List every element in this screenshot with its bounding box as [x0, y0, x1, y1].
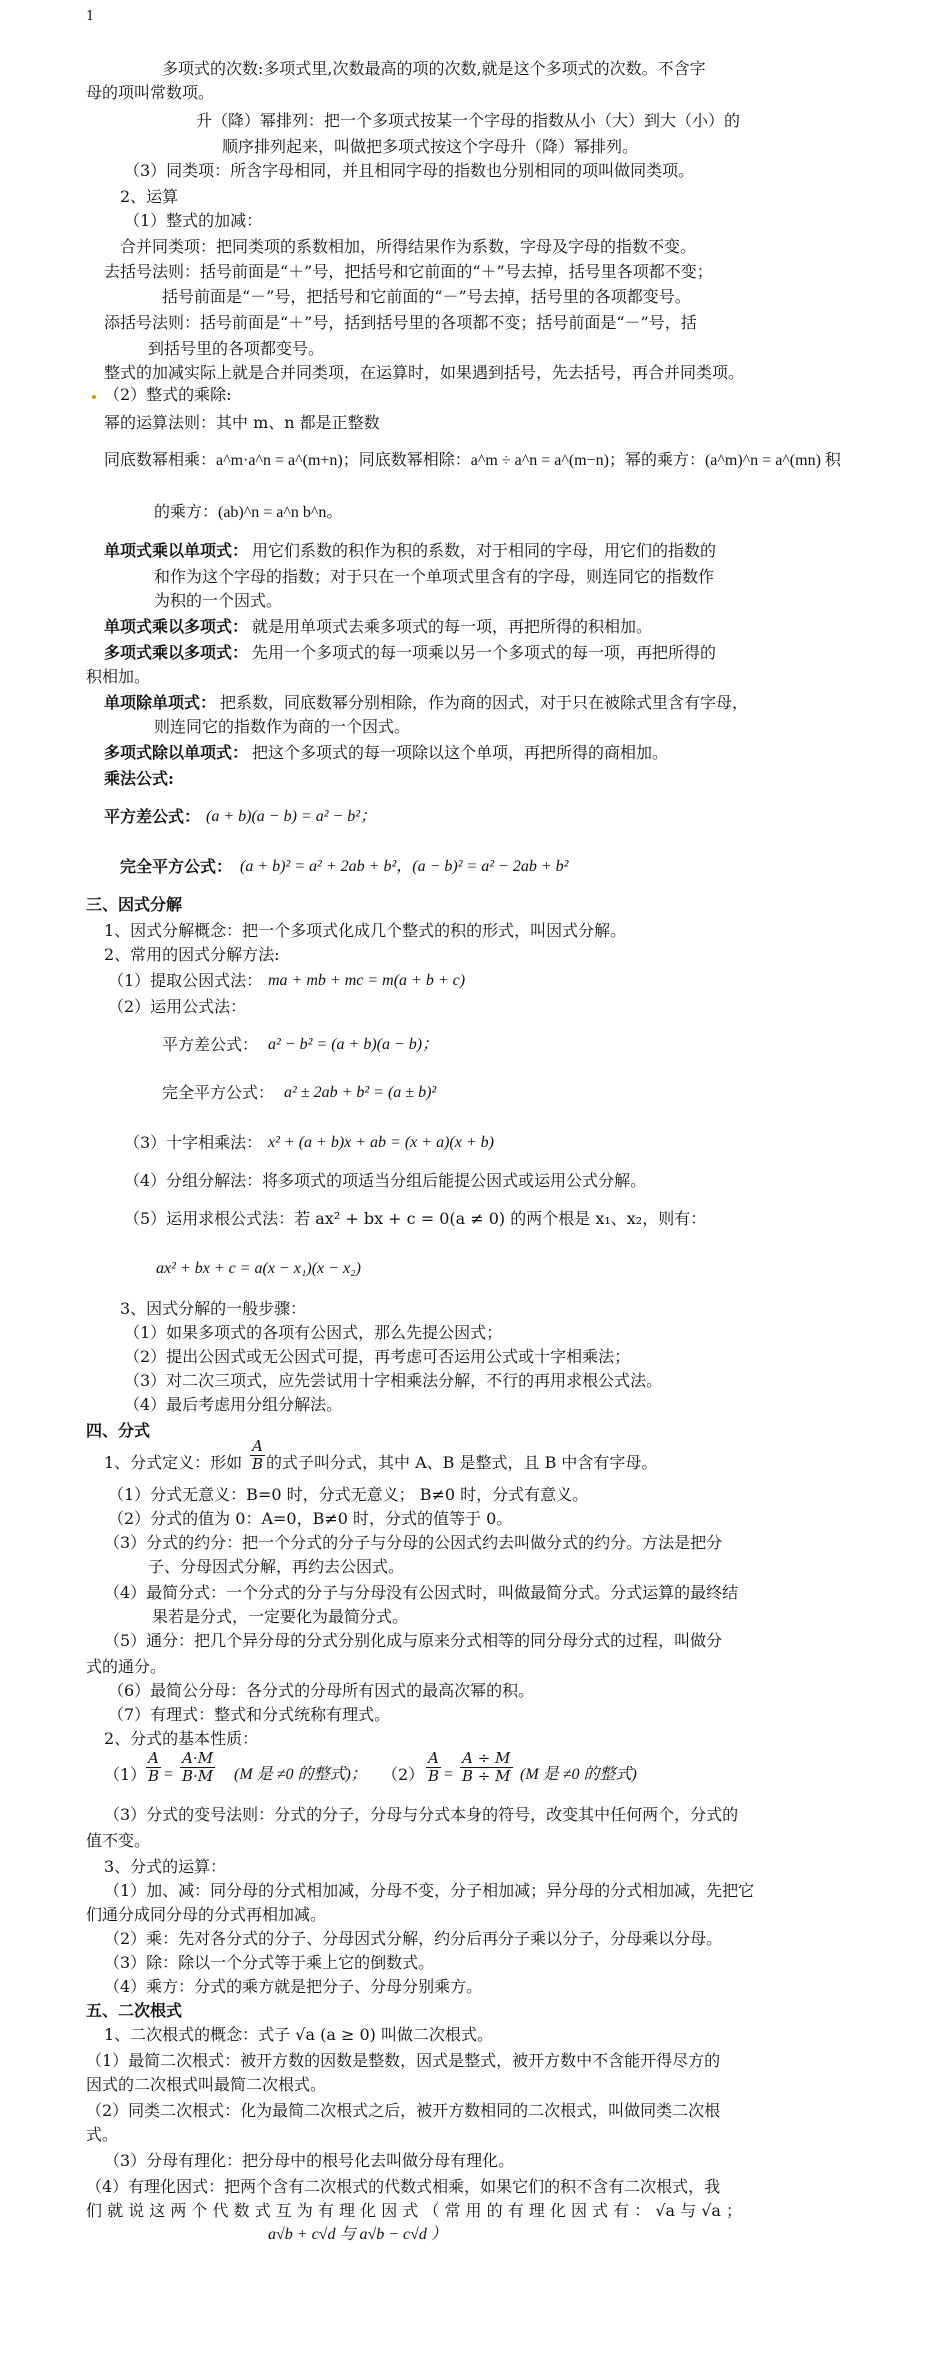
text-line: （5）通分：把几个异分母的分式分别化成与原来分式相等的同分母分式的过程，叫做分	[104, 1631, 723, 1650]
text-line: 合并同类项：把同类项的系数相加，所得结果作为系数，字母及字母的指数不变。	[120, 237, 697, 256]
fraction-numerator: A ÷ M	[460, 1750, 513, 1768]
formula: (a + b)(a − b) = a² − b²；	[206, 808, 377, 825]
rule-title: 乘法公式:	[104, 769, 174, 788]
bullet-dot	[92, 395, 96, 399]
fraction-numerator: A	[250, 1438, 265, 1456]
formula: a√b + c√d 与 a√b − c√d ）	[268, 2226, 447, 2243]
fraction-AdivM-over-BdivM	[460, 1750, 513, 1785]
text-line: 1、二次根式的概念：式子 √a (a ≥ 0) 叫做二次根式。	[104, 2025, 493, 2044]
text-line: 1、因式分解概念：把一个多项式化成几个整式的积的形式，叫因式分解。	[104, 921, 627, 940]
text-line: 把这个多项式的每一项除以这个单项，再把所得的商相加。	[252, 743, 669, 762]
page-number: 1	[86, 9, 95, 24]
text-line: 幂的运算法则：其中 m、n 都是正整数	[104, 413, 380, 432]
formula-line: 同底数幂相乘：a^m·a^n = a^(m+n)；同底数幂相除：a^m ÷ a^n = a^(m−n)；幂的乘方：(a^m)^n = a^(mn) 积	[104, 452, 841, 469]
text-line: （3）对二次三项式，应先尝试用十字相乘法分解，不行的再用求根公式法。	[124, 1371, 663, 1390]
text-line: 1、分式定义：形如	[104, 1453, 243, 1472]
rule-title: 单项式乘以单项式：	[104, 541, 249, 560]
text-line: 平方差公式：	[162, 1035, 259, 1054]
text-line: （4）最后考虑用分组分解法。	[124, 1395, 343, 1414]
text-line: 则连同它的指数作为商的一个因式。	[154, 717, 411, 736]
text-line: 3、因式分解的一般步骤：	[120, 1299, 307, 1318]
text-line: （5）运用求根公式法：若 ax² + bx + c = 0(a ≠ 0) 的两个根是 x₁、x₂，则有：	[124, 1209, 707, 1228]
text-line: 和作为这个字母的指数；对于只在一个单项式里含有的字母，则连同它的指数作	[154, 567, 715, 586]
text-line: （2）整式的乘除:	[104, 385, 232, 404]
text-line: 升（降）幂排列：把一个多项式按某一个字母的指数从小（大）到大（小）的	[196, 111, 741, 130]
fraction-A-over-B	[250, 1438, 265, 1473]
rule-title: 多项式乘以多项式：	[104, 643, 249, 662]
text-line: 到括号里的各项都变号。	[148, 339, 325, 358]
text-line: 顺序排列起来，叫做把多项式按这个字母升（降）幂排列。	[222, 137, 639, 156]
text-line: （1）最简二次根式：被开方数的因数是整数，因式是整式，被开方数中不含能开得尽方的	[86, 2051, 721, 2070]
text-line: 们通分成同分母的分式再相加减。	[86, 1905, 327, 1924]
text-line: 多项式的次数:多项式里,次数最高的项的次数,就是这个多项式的次数。不含字	[162, 59, 706, 78]
rule-title: 完全平方公式：	[120, 857, 233, 876]
condition-text: (M 是 ≠0 的整式)；	[234, 1766, 367, 1783]
text-line: 3、分式的运算：	[104, 1857, 227, 1876]
fraction-A-over-B	[146, 1750, 161, 1785]
text-line: 添括号法则：括号前面是“＋”号，括到括号里的各项都不变；括号前面是“－”号，括	[104, 313, 697, 332]
text-line: （2）	[382, 1765, 425, 1784]
text-line: 2、常用的因式分解方法:	[104, 945, 280, 964]
rule-title: 多项式除以单项式：	[104, 743, 249, 762]
text-line: （3）分式的变号法则：分式的分子，分母与分式本身的符号，改变其中任何两个，分式的	[104, 1805, 739, 1824]
text-line: （2）提出公因式或无公因式可提，再考虑可否运用公式或十字相乘法；	[124, 1347, 631, 1366]
text-line: 括号前面是“－”号，把括号和它前面的“－”号去掉，括号里的各项都变号。	[162, 287, 691, 306]
fraction-denominator: B	[428, 1767, 440, 1785]
text-line: 积相加。	[86, 667, 151, 686]
fraction-numerator: A	[426, 1750, 441, 1768]
text-line: 就是用单项式去乘多项式的每一项，再把所得的积相加。	[252, 617, 653, 636]
rule-title: 单项除单项式：	[104, 693, 217, 712]
text-line: （3）分式的约分：把一个分式的分子与分母的公因式约去叫做分式的约分。方法是把分	[104, 1533, 723, 1552]
formula-line: 的乘方：(ab)^n = a^n b^n。	[154, 504, 343, 521]
text-line: 的式子叫分式，其中 A、B 是整式，且 B 中含有字母。	[266, 1453, 658, 1472]
fraction-denominator: B ÷ M	[462, 1767, 511, 1785]
text-line: 2、分式的基本性质：	[104, 1729, 259, 1748]
text-line: （1）	[104, 1765, 147, 1784]
text-line: 值不变。	[86, 1831, 151, 1850]
text-line: （1）加、减：同分母的分式相加减，分母不变，分子相加减；异分母的分式相加减，先把它	[104, 1881, 755, 1900]
section-heading: 2、运算	[120, 187, 179, 206]
text-line: （1）分式无意义：B=0 时，分式无意义； B≠0 时，分式有意义。	[108, 1485, 589, 1504]
text-line: （1）如果多项式的各项有公因式，那么先提公因式；	[124, 1323, 503, 1342]
fraction-denominator: B	[252, 1455, 264, 1473]
text-line: 因式的二次根式叫最简二次根式。	[86, 2075, 327, 2094]
section-heading: 四、分式	[86, 1421, 151, 1440]
text-line: （4）乘方：分式的乘方就是把分子、分母分别乘方。	[104, 1977, 483, 1996]
text-line: （3）同类项：所含字母相同，并且相同字母的指数也分别相同的项叫做同类项。	[124, 161, 695, 180]
text-line: （3）除：除以一个分式等于乘上它的倒数式。	[104, 1953, 435, 1972]
text-line: 母的项叫常数项。	[86, 83, 215, 102]
text-line: （4）分组分解法：将多项式的项适当分组后能提公因式或运用公式分解。	[124, 1171, 647, 1190]
text-line: 式。	[86, 2125, 119, 2144]
text-line: （2）运用公式法：	[108, 997, 247, 1016]
fraction-numerator: A·M	[180, 1750, 215, 1768]
text-line: （1）提取公因式法：	[108, 971, 263, 990]
equals-sign: =	[444, 1766, 454, 1783]
rule-title: 单项式乘以多项式：	[104, 617, 249, 636]
text-line: 式的通分。	[86, 1657, 167, 1676]
formula: (a + b)² = a² + 2ab + b²，(a − b)² = a² − 2ab + b²	[240, 858, 569, 875]
fraction-numerator: A	[146, 1750, 161, 1768]
formula: ma + mb + mc = m(a + b + c)	[268, 972, 466, 989]
text-line: （2）同类二次根式：化为最简二次根式之后，被开方数相同的二次根式，叫做同类二次根	[86, 2101, 721, 2120]
text-line: 们 就 说 这 两 个 代 数 式 互 为 有 理 化 因 式 （ 常 用 的 有 理 化 因 式 有 ： √a 与 √a ；	[86, 2201, 743, 2220]
text-line: （7）有理式：整式和分式统称有理式。	[108, 1705, 391, 1724]
text-line: （4）最简分式：一个分式的分子与分母没有公因式时，叫做最简分式。分式运算的最终结	[104, 1583, 739, 1602]
fraction-AM-over-BM	[180, 1750, 215, 1785]
text-line: 果若是分式，一定要化为最简分式。	[152, 1607, 409, 1626]
text-line: （6）最简公分母：各分式的分母所有因式的最高次幂的积。	[108, 1681, 535, 1700]
text-line: 把系数，同底数幂分别相除，作为商的因式，对于只在被除式里含有字母，	[220, 693, 749, 712]
text-line: 整式的加减实际上就是合并同类项，在运算时，如果遇到括号，先去括号，再合并同类项。	[104, 363, 745, 382]
section-heading: 五、二次根式	[86, 2001, 183, 2020]
text-line: （1）整式的加减：	[124, 211, 263, 230]
text-line: 子、分母因式分解，再约去公因式。	[148, 1557, 405, 1576]
text-line: （3）分母有理化：把分母中的根号化去叫做分母有理化。	[104, 2151, 515, 2170]
formula: a² ± 2ab + b² = (a ± b)²	[284, 1084, 437, 1101]
text-line: 完全平方公式：	[162, 1083, 275, 1102]
condition-text: (M 是 ≠0 的整式)	[520, 1766, 637, 1783]
fraction-denominator: B	[148, 1767, 160, 1785]
text-line: （3）十字相乘法：	[124, 1133, 263, 1152]
formula: x² + (a + b)x + ab = (x + a)(x + b)	[268, 1134, 494, 1151]
formula: ax² + bx + c = a(x − x₁)(x − x₂)	[156, 1260, 361, 1277]
text-line: 用它们系数的积作为积的系数，对于相同的字母，用它们的指数的	[252, 541, 717, 560]
text-line: 为积的一个因式。	[154, 591, 283, 610]
text-line: 去括号法则：括号前面是“＋”号，把括号和它前面的“＋”号去掉，括号里各项都不变；	[104, 262, 713, 281]
rule-title: 平方差公式：	[104, 807, 201, 826]
fraction-A-over-B	[426, 1750, 441, 1785]
formula: a² − b² = (a + b)(a − b)；	[268, 1036, 439, 1053]
text-line: （4）有理化因式：把两个含有二次根式的代数式相乘，如果它们的积不含有二次根式，我	[86, 2177, 721, 2196]
text-line: （2）乘：先对各分式的分子、分母因式分解，约分后再分子乘以分子，分母乘以分母。	[104, 1929, 723, 1948]
equals-sign: =	[164, 1766, 174, 1783]
text-line: （2）分式的值为 0：A=0，B≠0 时，分式的值等于 0。	[108, 1509, 513, 1528]
section-heading: 三、因式分解	[86, 895, 183, 914]
fraction-denominator: B·M	[182, 1767, 214, 1785]
text-line: 先用一个多项式的每一项乘以另一个多项式的每一项，再把所得的	[252, 643, 717, 662]
